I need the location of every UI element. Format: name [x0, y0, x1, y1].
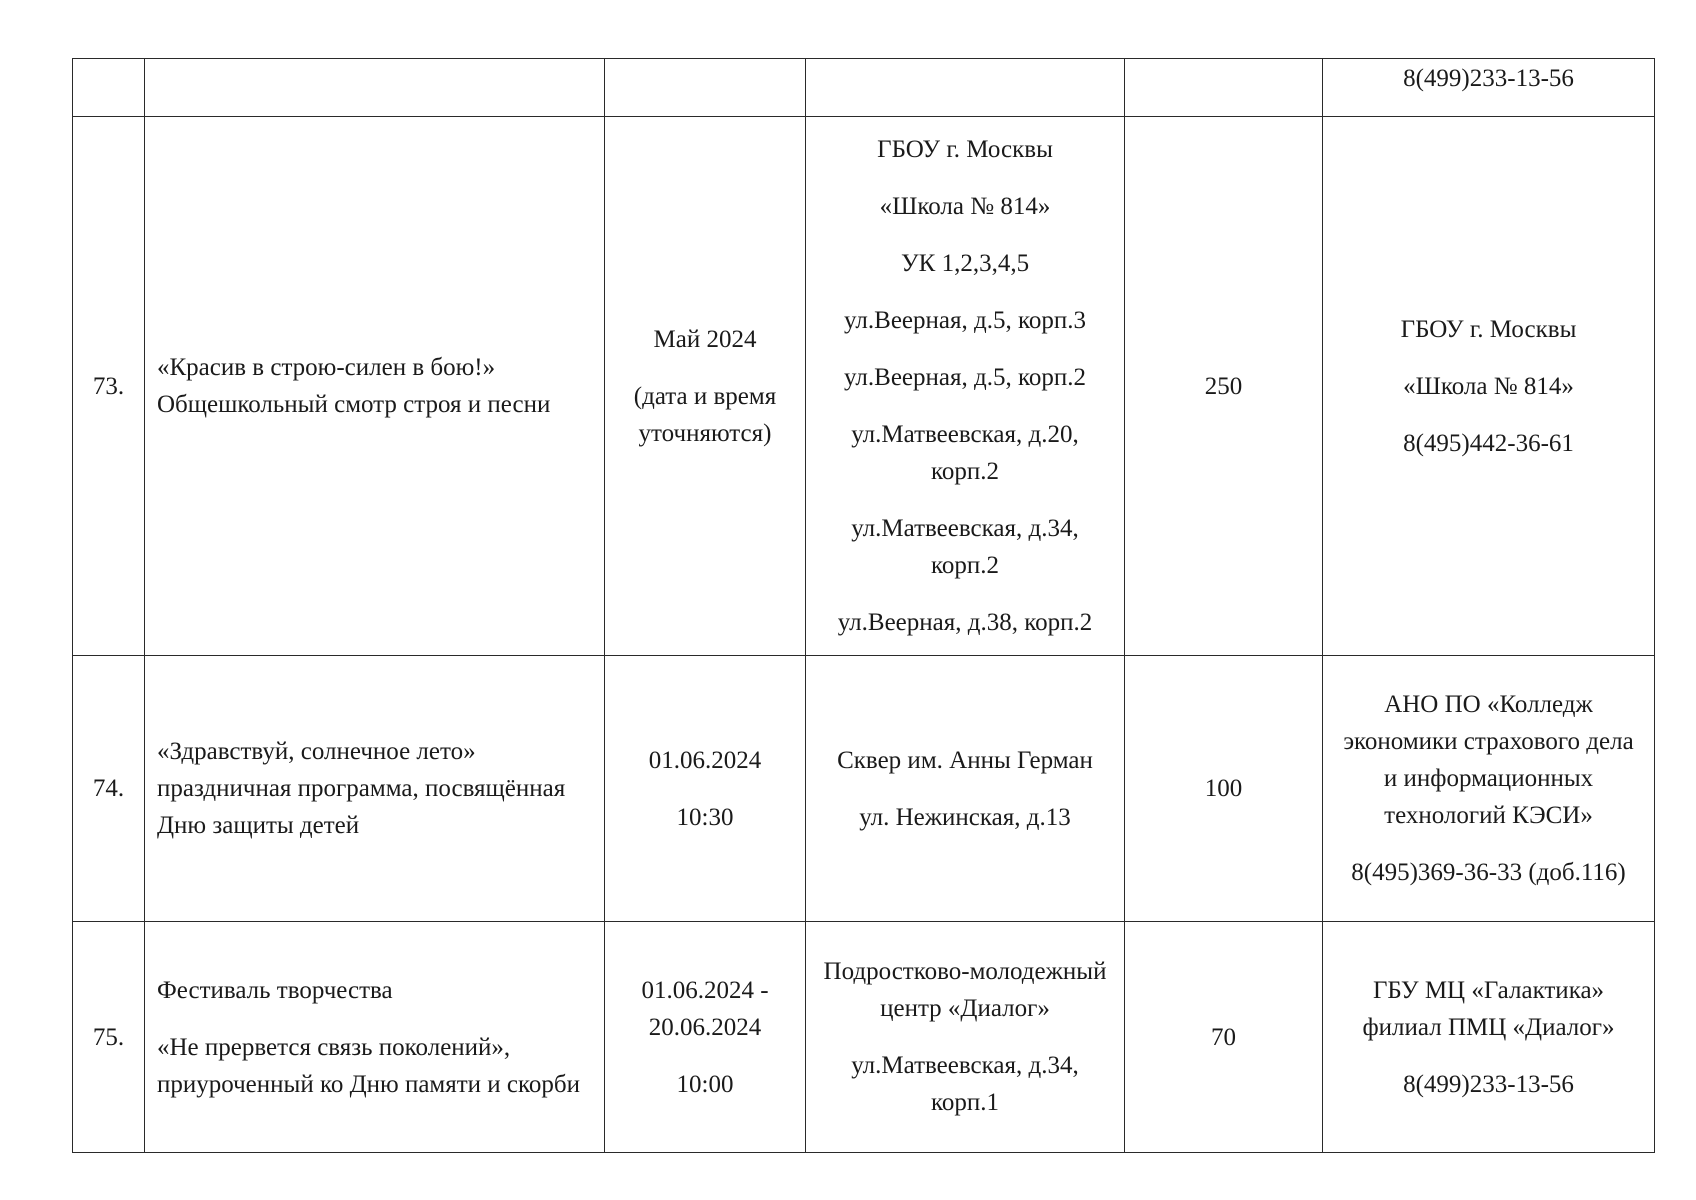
event-title-cell: [145, 656, 605, 922]
organizer-line: «Школа № 814»: [1403, 372, 1574, 400]
venue-line: УК 1,2,3,4,5: [900, 250, 1030, 277]
participants-cell: [1125, 59, 1323, 117]
venue-line: ул.Матвеевская, д.20, корп.2: [851, 421, 1079, 485]
venue-line: ул.Веерная, д.5, корп.3: [844, 307, 1086, 334]
venue-line: «Школа № 814»: [879, 193, 1051, 220]
venue-line: Подростково-молодежный центр «Диалог»: [823, 958, 1107, 1022]
row-number-cell: 73.: [73, 117, 145, 656]
table-row: [73, 117, 1655, 656]
row-number-cell: 74.: [73, 656, 145, 922]
participants-cell: 70: [1125, 922, 1323, 1153]
event-date-cell: [605, 922, 806, 1153]
event-title: «Здравствуй, солнечное лето» праздничная программа, посвящённая Дню защиты детей: [157, 738, 566, 839]
organizer-line: АНО ПО «Колледж экономики страхового дела и информационных технологий КЭСИ»: [1343, 691, 1634, 829]
participants-cell: 100: [1125, 656, 1323, 922]
event-time: (дата и время уточняются): [633, 382, 777, 447]
participants-cell: 250: [1125, 117, 1323, 656]
event-time: 10:00: [676, 1070, 734, 1098]
organizer-cell: [1323, 656, 1655, 922]
organizer-cell: [1323, 117, 1655, 656]
venue-line: ул. Нежинская, д.13: [859, 803, 1071, 831]
event-title: «Красив в строю-силен в бою!» Общешкольный смотр строя и песни: [157, 354, 551, 418]
organizer-phone: 8(495)442-36-61: [1403, 429, 1574, 457]
event-venue-cell: [806, 59, 1125, 117]
venue-line: ул.Матвеевская, д.34, корп.1: [851, 1052, 1079, 1116]
venue-line: Сквер им. Анны Герман: [837, 746, 1093, 774]
row-number-cell: [73, 59, 145, 117]
event-date: Май 2024: [653, 325, 757, 353]
organizer-phone: 8(495)369-36-33 (доб.116): [1351, 859, 1626, 886]
event-venue-cell: [806, 922, 1125, 1153]
venue-line: ул.Веерная, д.38, корп.2: [837, 609, 1093, 636]
venue-line: ул.Матвеевская, д.34, корп.2: [851, 515, 1079, 579]
table-row: [73, 59, 1655, 117]
event-title-cell: [145, 117, 605, 656]
organizer-cell: [1323, 922, 1655, 1153]
organizer-line: ГБУ МЦ «Галактика» филиал ПМЦ «Диалог»: [1362, 976, 1615, 1041]
event-venue-cell: [806, 117, 1125, 656]
venue-line: ГБОУ г. Москвы: [877, 136, 1053, 163]
row-number-cell: 75.: [73, 922, 145, 1153]
event-date: 01.06.2024: [648, 746, 762, 774]
events-table: [72, 58, 1655, 1153]
organizer-cell: [1323, 59, 1655, 117]
venue-line: ул.Веерная, д.5, корп.2: [844, 364, 1086, 391]
table-row: [73, 922, 1655, 1153]
organizer-phone: 8(499)233-13-56: [1403, 65, 1574, 92]
event-time: 10:30: [676, 803, 734, 831]
event-title-cell: [145, 922, 605, 1153]
event-subtitle: «Не прервется связь поколений», приуроченный ко Дню памяти и скорби: [157, 1033, 580, 1098]
event-date-cell: [605, 59, 806, 117]
event-date-cell: [605, 656, 806, 922]
event-title-cell: [145, 59, 605, 117]
event-venue-cell: [806, 656, 1125, 922]
organizer-phone: 8(499)233-13-56: [1403, 1070, 1574, 1098]
organizer-line: ГБОУ г. Москвы: [1400, 315, 1577, 343]
event-title: Фестиваль творчества: [157, 976, 393, 1004]
table-row: [73, 656, 1655, 922]
event-date-cell: [605, 117, 806, 656]
event-date: 01.06.2024 - 20.06.2024: [641, 976, 769, 1041]
